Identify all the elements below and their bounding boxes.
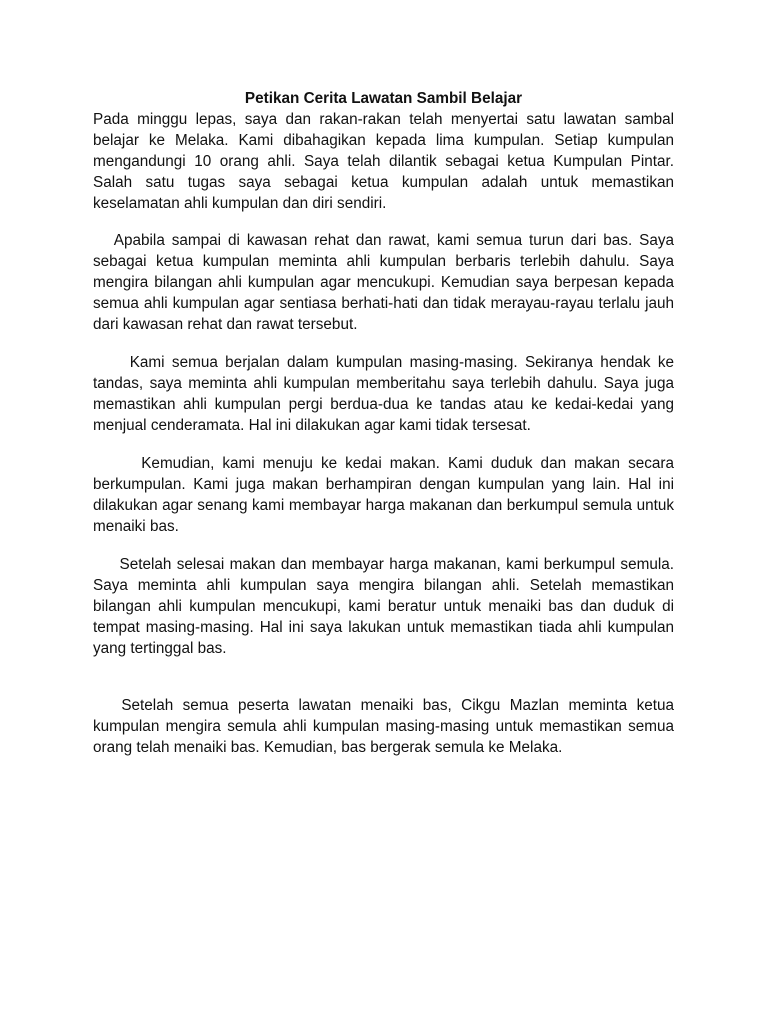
document-page — [93, 88, 674, 758]
paragraph-1: Pada minggu lepas, saya dan rakan-rakan telah menyertai satu lawatan sambal belajar ke Melaka. Kami dibahagikan kepada lima kumpulan. Setiap kumpulan mengandungi 10 orang ahli. Saya telah dilantik sebagai ketua Kumpulan Pintar. Salah satu tugas saya sebagai ketua kumpulan adalah untuk memastikan keselamatan ahli kumpulan dan diri sendiri. — [93, 111, 674, 212]
paragraph-4: Kemudian, kami menuju ke kedai makan. Kami duduk dan makan secara berkumpulan. Kami juga makan berhampiran dengan kumpulan yang lain. Hal ini dilakukan agar senang kami membayar harga makanan dan berkumpul semula untuk menaiki bas. — [93, 455, 674, 535]
paragraph-3: Kami semua berjalan dalam kumpulan masing-masing. Sekiranya hendak ke tandas, saya meminta ahli kumpulan memberitahu saya terlebih dahulu. Saya juga memastikan ahli kumpulan pergi berdua-dua ke tandas atau ke kedai-kedai yang menjual cenderamata. Hal ini dilakukan agar kami tidak tersesat. — [93, 354, 674, 434]
document-title: Petikan Cerita Lawatan Sambil Belajar — [244, 90, 523, 107]
paragraph-5: Setelah selesai makan dan membayar harga makanan, kami berkumpul semula. Saya meminta ahli kumpulan saya mengira bilangan ahli. Setelah memastikan bilangan ahli kumpulan mencukupi, kami beratur untuk menaiki bas dan duduk di tempat masing-masing. Hal ini saya lakukan untuk memastikan tiada ahli kumpulan yang tertinggal bas. — [93, 556, 674, 657]
paragraph-6: Setelah semua peserta lawatan menaiki bas, Cikgu Mazlan meminta ketua kumpulan mengira semula ahli kumpulan masing-masing untuk memastikan semua orang telah menaiki bas. Kemudian, bas bergerak semula ke Melaka. — [93, 697, 674, 756]
paragraph-2: Apabila sampai di kawasan rehat dan rawat, kami semua turun dari bas. Saya sebagai ketua kumpulan meminta ahli kumpulan berbaris terlebih dahulu. Saya mengira bilangan ahli kumpulan agar mencukupi. Kemudian saya berpesan kepada semua ahli kumpulan agar sentiasa berhati-hati dan tidak merayau-rayau terlalu jauh dari kawasan rehat dan rawat tersebut. — [93, 232, 674, 333]
